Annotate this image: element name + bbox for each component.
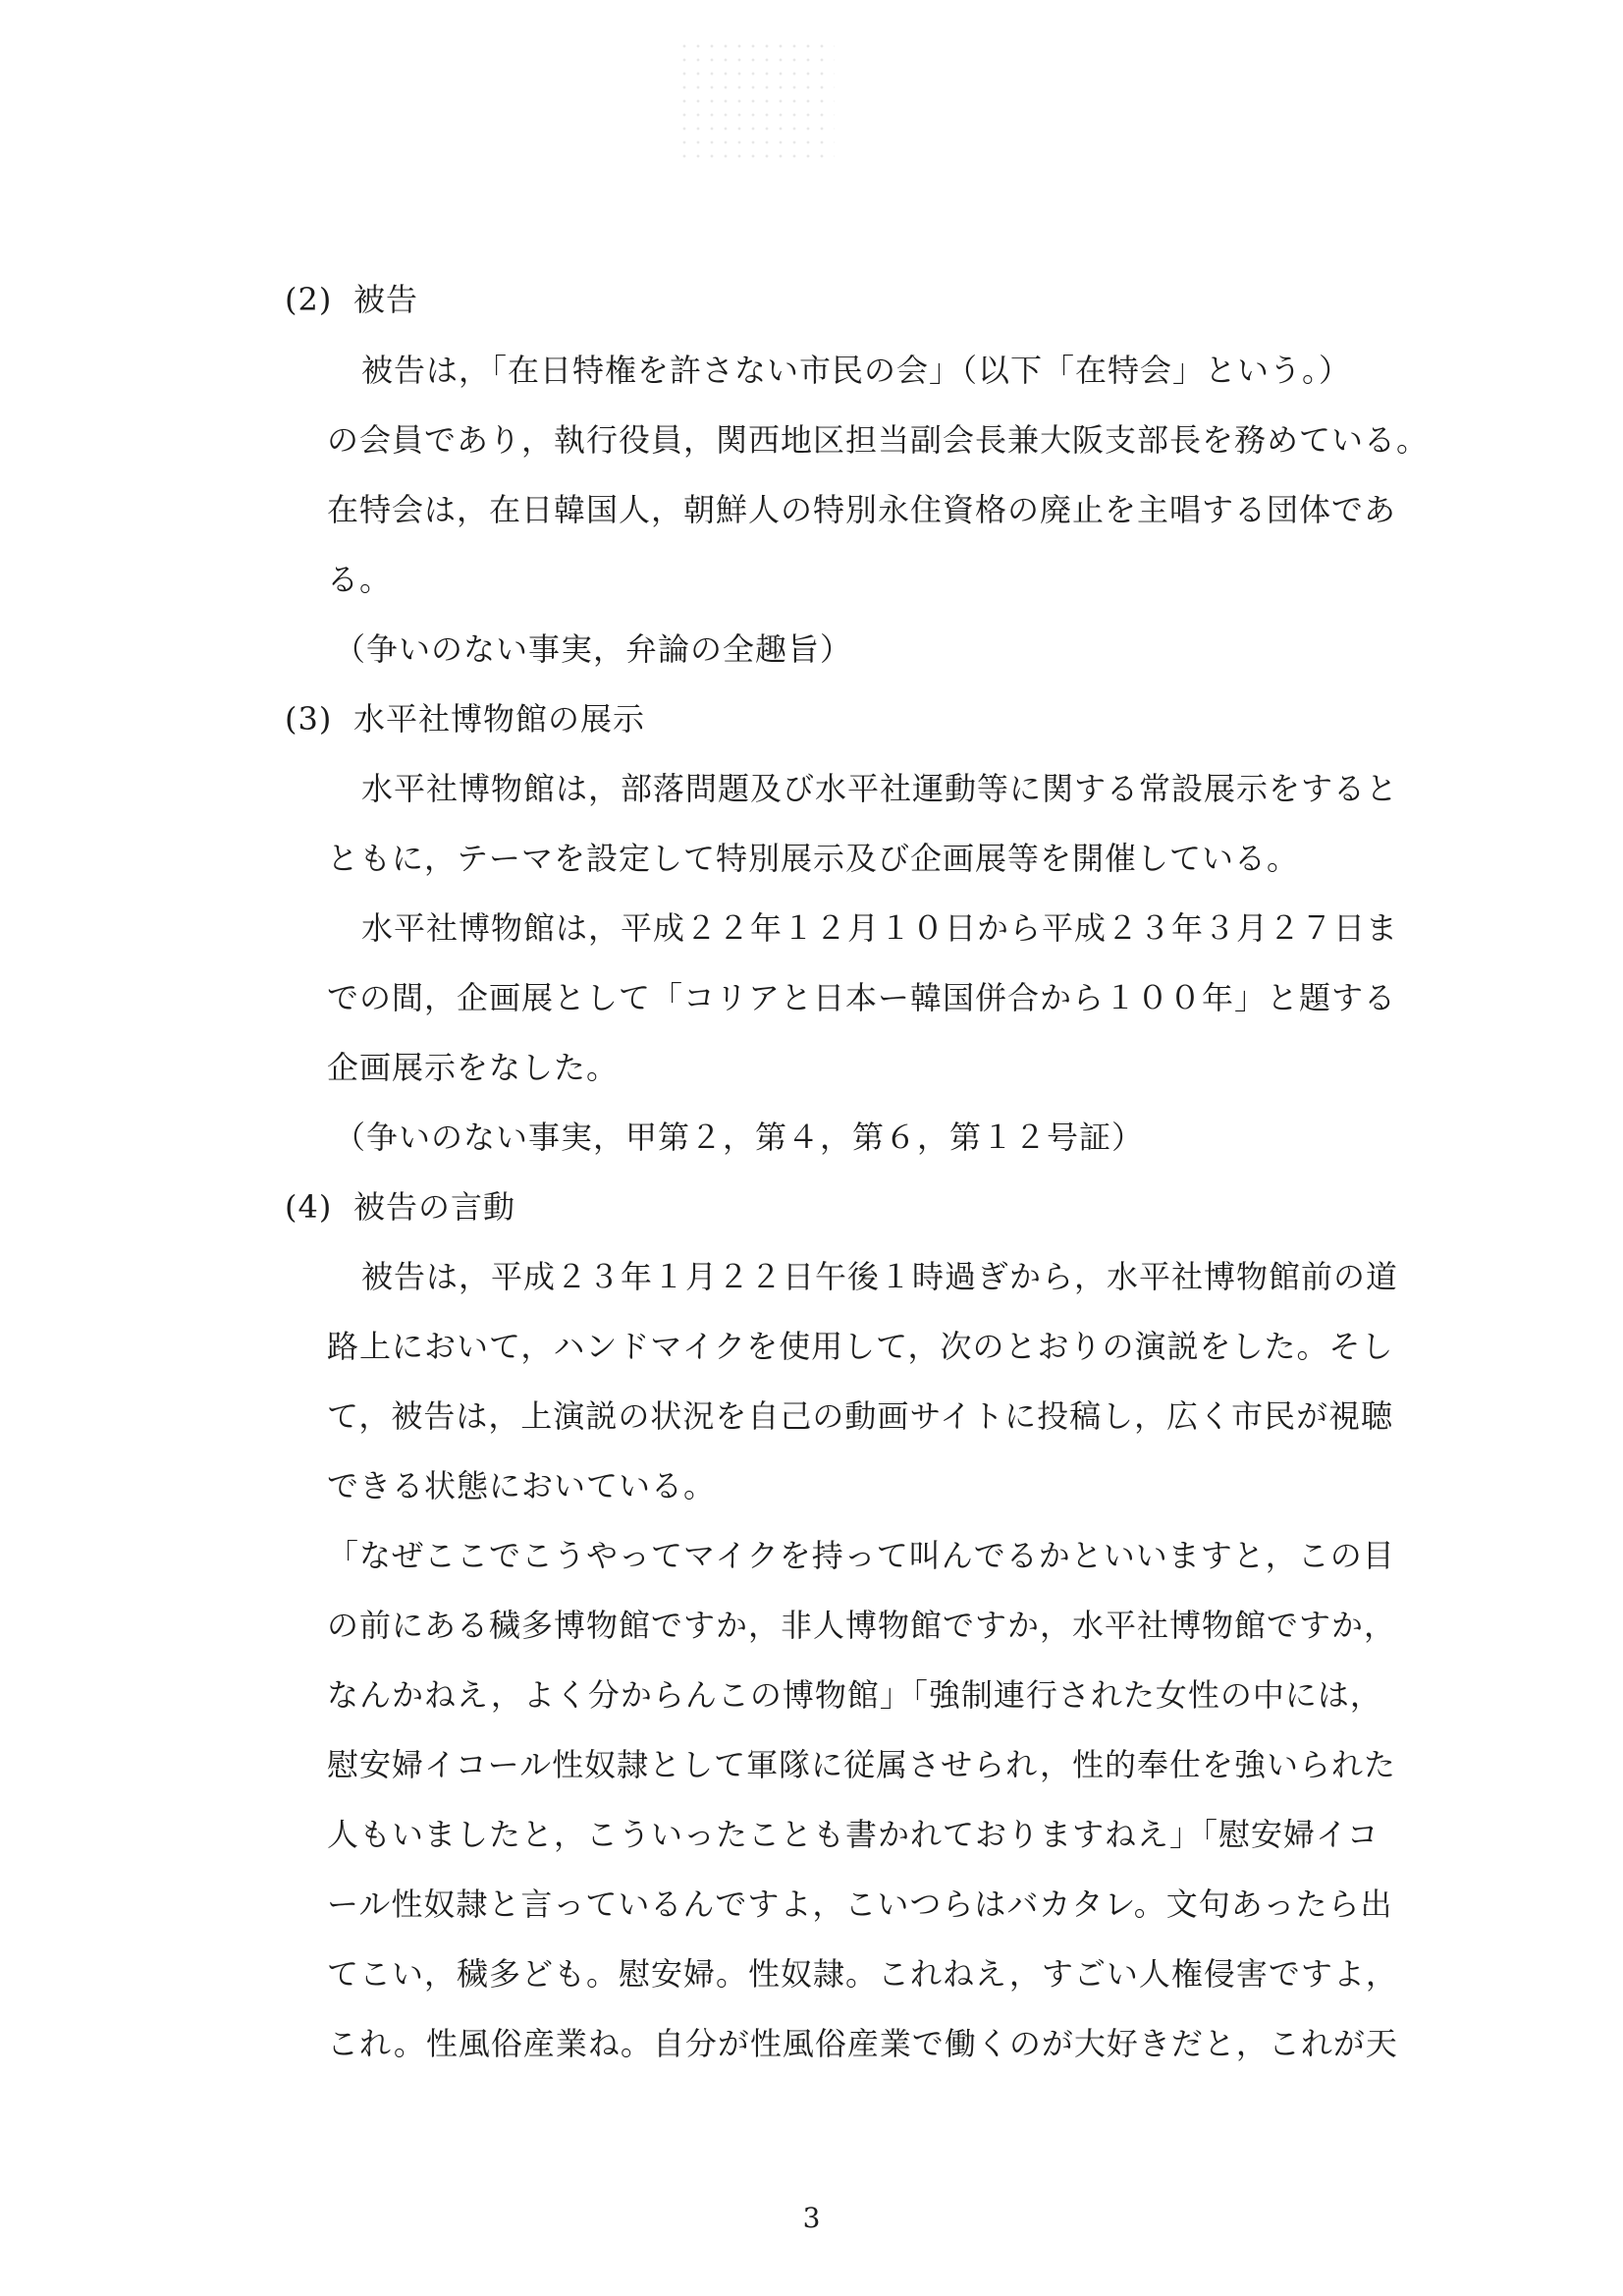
paragraph-line: での間，企画展として「コリアと日本ー韓国併合から１００年」と題する (327, 979, 1397, 1016)
paragraph-line: 企画展示をなした。 (327, 1049, 620, 1086)
quote-line: 人もいましたと，こういったことも書かれておりますねえ」「慰安婦イコ (327, 1816, 1380, 1853)
citation: （争いのない事実，甲第２，第４，第６，第１２号証） (334, 1119, 1145, 1156)
quote-line: これ。性風俗産業ね。自分が性風俗産業で働くのが大好きだと，これが天 (327, 2025, 1398, 2062)
citation: （争いのない事実，弁論の全趣旨） (334, 630, 853, 668)
paragraph-line: ともに，テーマを設定して特別展示及び企画展等を開催している。 (327, 840, 1300, 877)
paragraph-line: できる状態においている。 (327, 1467, 717, 1504)
quote-line: なんかねえ，よく分からんこの博物館」「強制連行された女性の中には， (327, 1676, 1382, 1714)
paragraph-line: 被告は，「在日特権を許さない市民の会」（以下「在特会」という。） (361, 352, 1352, 389)
section-number: (4) (285, 1188, 333, 1226)
section-title: 被告の言動 (353, 1188, 516, 1226)
quote-line: 慰安婦イコール性奴隷として軍隊に従属させられ，性的奉仕を強いられた (327, 1746, 1397, 1783)
quote-line: の前にある穢多博物館ですか，非人博物館ですか，水平社博物館ですか， (327, 1607, 1397, 1644)
section-title: 被告 (353, 281, 419, 318)
section-heading-4 (285, 1187, 515, 1227)
paragraph-line: て，被告は，上演説の状況を自己の動画サイトに投稿し，広く市民が視聴 (327, 1397, 1394, 1435)
quote-line: 「なぜここでこうやってマイクを持って叫んでるかといいますと，この目 (327, 1537, 1395, 1574)
section-heading-3 (285, 699, 645, 738)
paragraph-line: る。 (327, 561, 393, 598)
quote-line: てこい，穢多ども。慰安婦。性奴隷。これねえ，すごい人権侵害ですよ， (327, 1955, 1398, 1993)
quote-line: ール性奴隷と言っているんですよ，こいつらはバカタレ。文句あったら出 (327, 1886, 1393, 1923)
section-title: 水平社博物館の展示 (353, 700, 646, 738)
paragraph-line: 水平社博物館は，平成２２年１２月１０日から平成２３年３月２７日ま (361, 909, 1399, 947)
paragraph-line: 路上において，ハンドマイクを使用して，次のとおりの演説をした。そし (327, 1328, 1394, 1365)
section-heading-2 (285, 280, 418, 319)
paragraph-line: 在特会は，在日韓国人，朝鮮人の特別永住資格の廃止を主唱する団体であ (327, 491, 1397, 528)
paragraph-line: の会員であり，執行役員，関西地区担当副会長兼大阪支部長を務めている。 (327, 421, 1430, 459)
page-number: 3 (802, 2202, 821, 2234)
section-number: (2) (285, 281, 333, 318)
scan-speckle (677, 39, 835, 167)
paragraph-line: 水平社博物館は，部落問題及び水平社運動等に関する常設展示をすると (361, 770, 1399, 807)
paragraph-line: 被告は，平成２３年１月２２日午後１時過ぎから，水平社博物館前の道 (361, 1258, 1399, 1295)
section-number: (3) (285, 700, 333, 738)
